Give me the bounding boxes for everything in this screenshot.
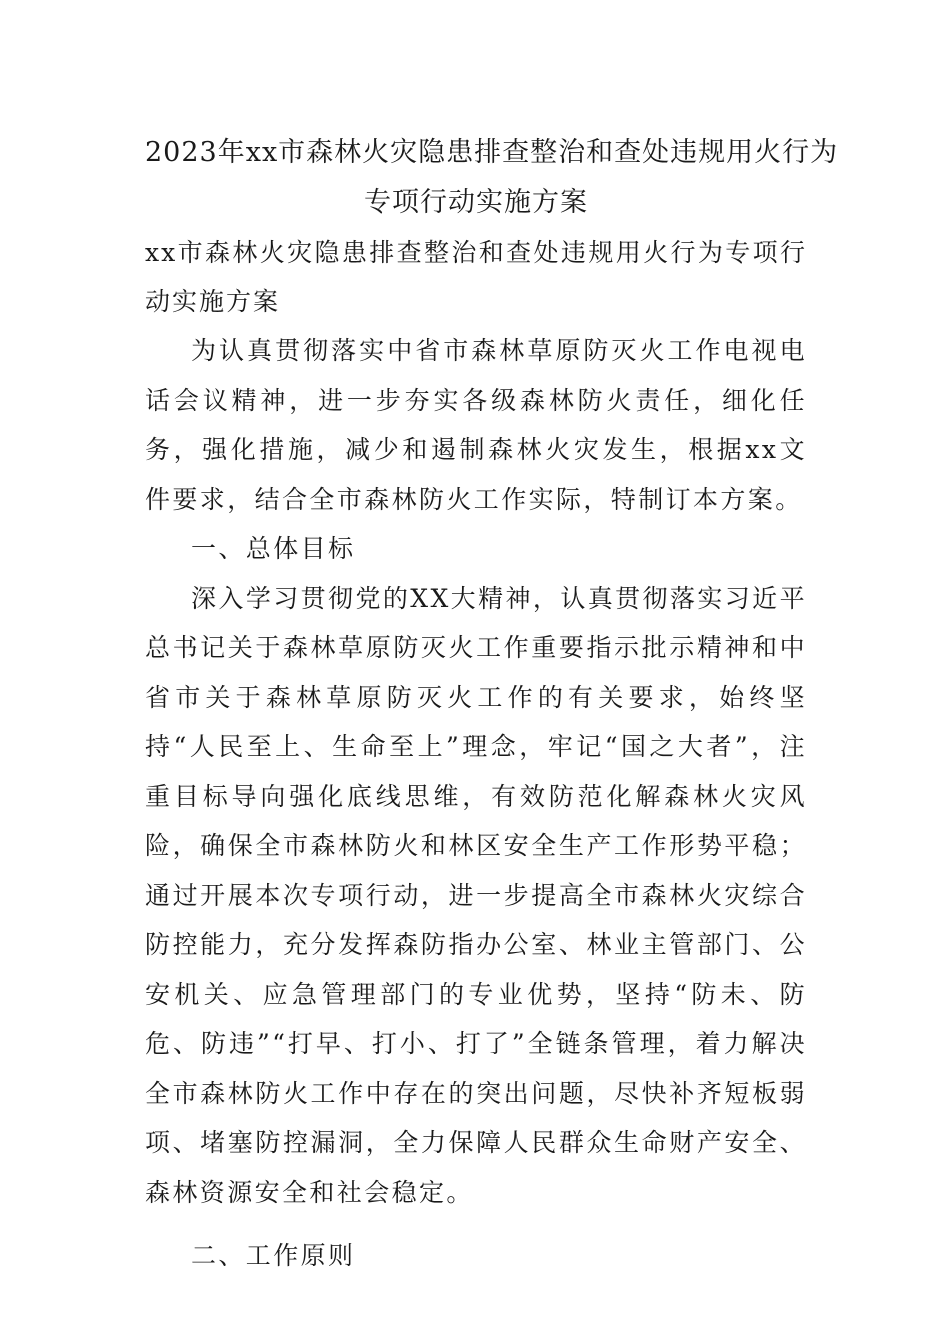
document-page (145, 128, 839, 1281)
document-subtitle: xx市森林火灾隐患排查整治和查处违规用火行为专项行动实施方案 (145, 238, 807, 316)
section-2-heading: 二、工作原则 (191, 1241, 356, 1270)
intro-paragraph: 为认真贯彻落实中省市森林草原防灭火工作电视电话会议精神，进一步夯实各级森林防火责任，细化任务，强化措施，减少和遏制森林火灾发生，根据xx文件要求，结合全市森林防火工作实际，特制订本方案。 (145, 336, 807, 514)
document-title (145, 128, 839, 228)
section-1-body: 深入学习贯彻党的XX大精神，认真贯彻落实习近平总书记关于森林草原防灭火工作重要指示批示精神和中省市关于森林草原防灭火工作的有关要求，始终坚持“人民至上、生命至上”理念，牢记“国之大者”，注重目标导向强化底线思维，有效防范化解森林火灾风险，确保全市森林防火和林区安全生产工作形势平稳；通过开展本次专项行动，进一步提高全市森林火灾综合防控能力，充分发挥森防指办公室、林业主管部门、公安机关、应急管理部门的专业优势，坚持“防未、防危、防违”“打早、打小、打了”全链条管理，着力解决全市森林防火工作中存在的突出问题，尽快补齐短板弱项、堵塞防控漏洞，全力保障人民群众生命财产安全、森林资源安全和社会稳定。 (145, 583, 807, 1207)
section-1-heading: 一、总体目标 (191, 534, 356, 563)
title-line-2: 专项行动实施方案 (364, 187, 588, 218)
title-line-1: 2023年xx市森林火灾隐患排查整治和查处违规用火行为 (145, 137, 839, 168)
